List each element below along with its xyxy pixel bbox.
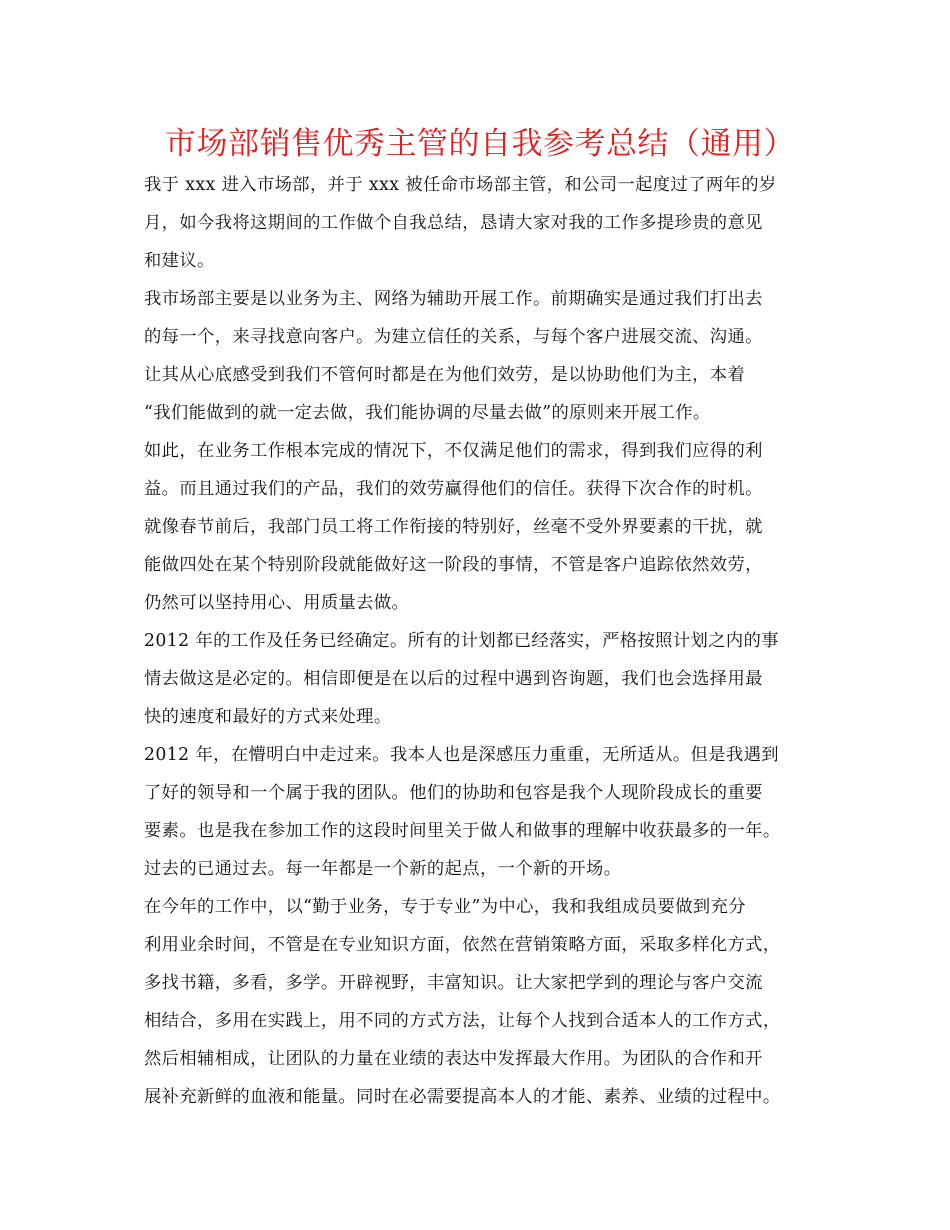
text-line: 利用业余时间，不管是在专业知识方面，依然在营销策略方面，采取多样化方式， [144, 935, 781, 955]
text-line: 展补充新鲜的血液和能量。同时在必需要提高本人的才能、素养、业绩的过程中。 [144, 1087, 781, 1107]
text-line: 月，如今我将这期间的工作做个自我总结，恳请大家对我的工作多提珍贵的意见 [144, 213, 763, 233]
text-line: 了好的领导和一个属于我的团队。他们的协助和包容是我个人现阶段成长的重要 [144, 783, 763, 803]
text-line: 仍然可以坚持用心、用质量去做。 [144, 593, 410, 613]
text-line: 我于 xxx 进入市场部，并于 xxx 被任命市场部主管，和公司一起度过了两年的岁 [144, 175, 777, 195]
document-title: 市场部销售优秀主管的自我参考总结（通用） [165, 126, 795, 162]
document-body [144, 166, 809, 1116]
text-line: “我们能做到的就一定去做，我们能协调的尽量去做”的原则来开展工作。 [144, 403, 711, 423]
text-line: 就像春节前后，我部门员工将工作衔接的特别好，丝毫不受外界要素的干扰，就 [144, 517, 763, 537]
text-line: 多找书籍，多看，多学。开辟视野，丰富知识。让大家把学到的理论与客户交流 [144, 973, 763, 993]
text-line: 让其从心底感受到我们不管何时都是在为他们效劳，是以协助他们为主，本着 [144, 365, 746, 385]
text-line: 益。而且通过我们的产品，我们的效劳赢得他们的信任。获得下次合作的时机。 [144, 479, 763, 499]
text-line: 情去做这是必定的。相信即便是在以后的过程中遇到咨询题，我们也会选择用最 [144, 669, 763, 689]
text-line: 快的速度和最好的方式来处理。 [144, 707, 392, 727]
text-line: 在今年的工作中，以“勤于业务，专于专业”为中心，我和我组成员要做到充分 [144, 897, 746, 917]
text-line: 的每一个，来寻找意向客户。为建立信任的关系，与每个客户进展交流、沟通。 [144, 327, 763, 347]
text-line: 如此，在业务工作根本完成的情况下，不仅满足他们的需求，得到我们应得的利 [144, 441, 763, 461]
text-line: 2012 年，在懵明白中走过来。我本人也是深感压力重重，无所适从。但是我遇到 [144, 745, 779, 765]
text-line: 和建议。 [144, 251, 215, 271]
text-line: 能做四处在某个特别阶段就能做好这一阶段的事情，不管是客户追踪依然效劳， [144, 555, 763, 575]
text-line: 然后相辅相成，让团队的力量在业绩的表达中发挥最大作用。为团队的合作和开 [144, 1049, 763, 1069]
text-line: 2012 年的工作及任务已经确定。所有的计划都已经落实，严格按照计划之内的事 [144, 631, 779, 651]
text-line: 要素。也是我在参加工作的这段时间里关于做人和做事的理解中收获最多的一年。 [144, 821, 781, 841]
text-line: 相结合，多用在实践上，用不同的方式方法，让每个人找到合适本人的工作方式， [144, 1011, 781, 1031]
text-line: 我市场部主要是以业务为主、网络为辅助开展工作。前期确实是通过我们打出去 [144, 289, 763, 309]
text-line: 过去的已通过去。每一年都是一个新的起点，一个新的开场。 [144, 859, 622, 879]
